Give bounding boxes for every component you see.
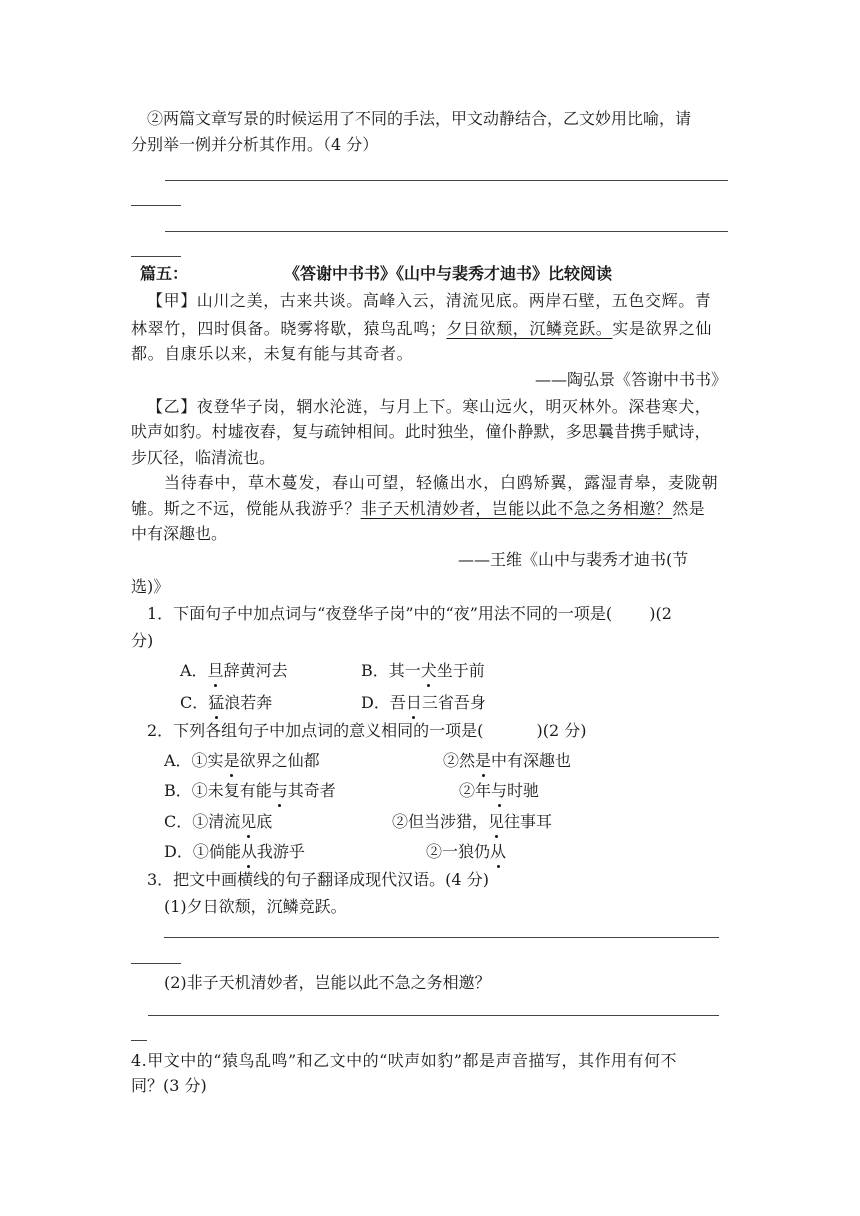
q1-stem-2: 分) [131,631,154,650]
q3-sub2: (2)非子天机清妙者，岂能以此不急之务相邀？ [164,973,491,992]
yi-source-1: ——王维《山中与裴秀才迪书(节 [458,550,689,569]
q2-option-c2: ②但当涉猎，见往事耳 [392,812,553,831]
answer-line [148,1015,719,1016]
yi-line4: 当待春中，草木蔓发，春山可望，轻鯈出水，白鸥矫翼，露湿青皋，麦陇朝 [164,473,719,492]
underlined-sentence-1: 夕日欲颓，沉鳞竞跃。 [446,319,613,338]
jia-line3: 都。自康乐以来，未复有能与其奇者。 [131,344,414,363]
answer-line [164,937,719,938]
q2-option-b1: B．①未复有能与其奇者 [164,781,336,800]
answer-line [131,256,181,257]
q3-sub1: (1)夕日欲颓，沉鳞竞跃。 [164,897,347,916]
q1-option-c: C．猛浪若奔 [180,693,273,712]
q4-line1: 4.甲文中的“猿鸟乱鸣”和乙文中的“吠声如豹”都是声音描写，其作用有何不 [131,1051,677,1070]
jia-line1: 【甲】山川之美，古来共谈。高峰入云，清流见底。两岸石壁，五色交辉。青 [147,291,712,310]
yi-line5: 雊。斯之不远，傥能从我游乎？非子天机清妙者，岂能以此不急之务相邀？然是 [131,499,706,518]
yi-line1: 【乙】夜登华子岗，辋水沦涟，与月上下。寒山远火，明灭林外。深巷寒犬， [147,397,712,416]
q2-option-d1: D．①倘能从我游乎 [164,842,305,861]
q2-option-d2: ②一狼仍从 [426,842,507,861]
q2-option-c1: C．①清流见底 [164,812,273,831]
prev-question-line1: ②两篇文章写景的时候运用了不同的手法，甲文动静结合，乙文妙用比喻，请 [147,109,692,128]
yi-line3: 步仄径，临清流也。 [131,448,276,467]
section-label: 篇五： [140,264,189,283]
q2-stem: 2．下列各组句子中加点词的意义相同的一项是( )(2 分) [147,721,587,740]
answer-line [165,180,728,181]
answer-line [131,1040,147,1041]
yi-source-2: 选)》 [131,577,170,596]
q1-option-b: B．其一犬坐于前 [361,661,485,680]
q2-option-a2: ②然是中有深趣也 [443,751,572,770]
q1-stem: 1．下面句子中加点词与“夜登华子岗”中的“夜”用法不同的一项是( )(2 [147,604,672,623]
jia-line2: 林翠竹，四时俱备。晓雾将歇，猿鸟乱鸣；夕日欲颓，沉鳞竞跃。实是欲界之仙 [131,319,713,338]
yi-line6: 中有深趣也。 [131,524,228,543]
q3-stem: 3．把文中画横线的句子翻译成现代汉语。(4 分) [147,870,489,889]
jia-source: ——陶弘景《答谢中书书》 [535,370,728,389]
yi-line2: 吠声如豹。村墟夜舂，复与疏钟相间。此时独坐，僮仆静默，多思曩昔携手赋诗， [131,422,711,441]
answer-line [131,205,181,206]
q4-line2: 同？(3 分) [131,1076,207,1095]
q1-option-a: A．旦辞黄河去 [180,661,288,680]
q2-option-a1: A．①实是欲界之仙都 [164,751,320,770]
underlined-sentence-2: 非子天机清妙者，岂能以此不急之务相邀？ [360,499,673,518]
answer-line [165,231,728,232]
answer-line [131,963,181,964]
prev-question-line2: 分别举一例并分析其作用。（4 分） [131,135,379,154]
q1-option-d: D．吾日三省吾身 [361,693,486,712]
q2-option-b2: ②年与时驰 [459,781,540,800]
section-title: 《答谢中书书》《山中与裴秀才迪书》比较阅读 [284,264,613,283]
